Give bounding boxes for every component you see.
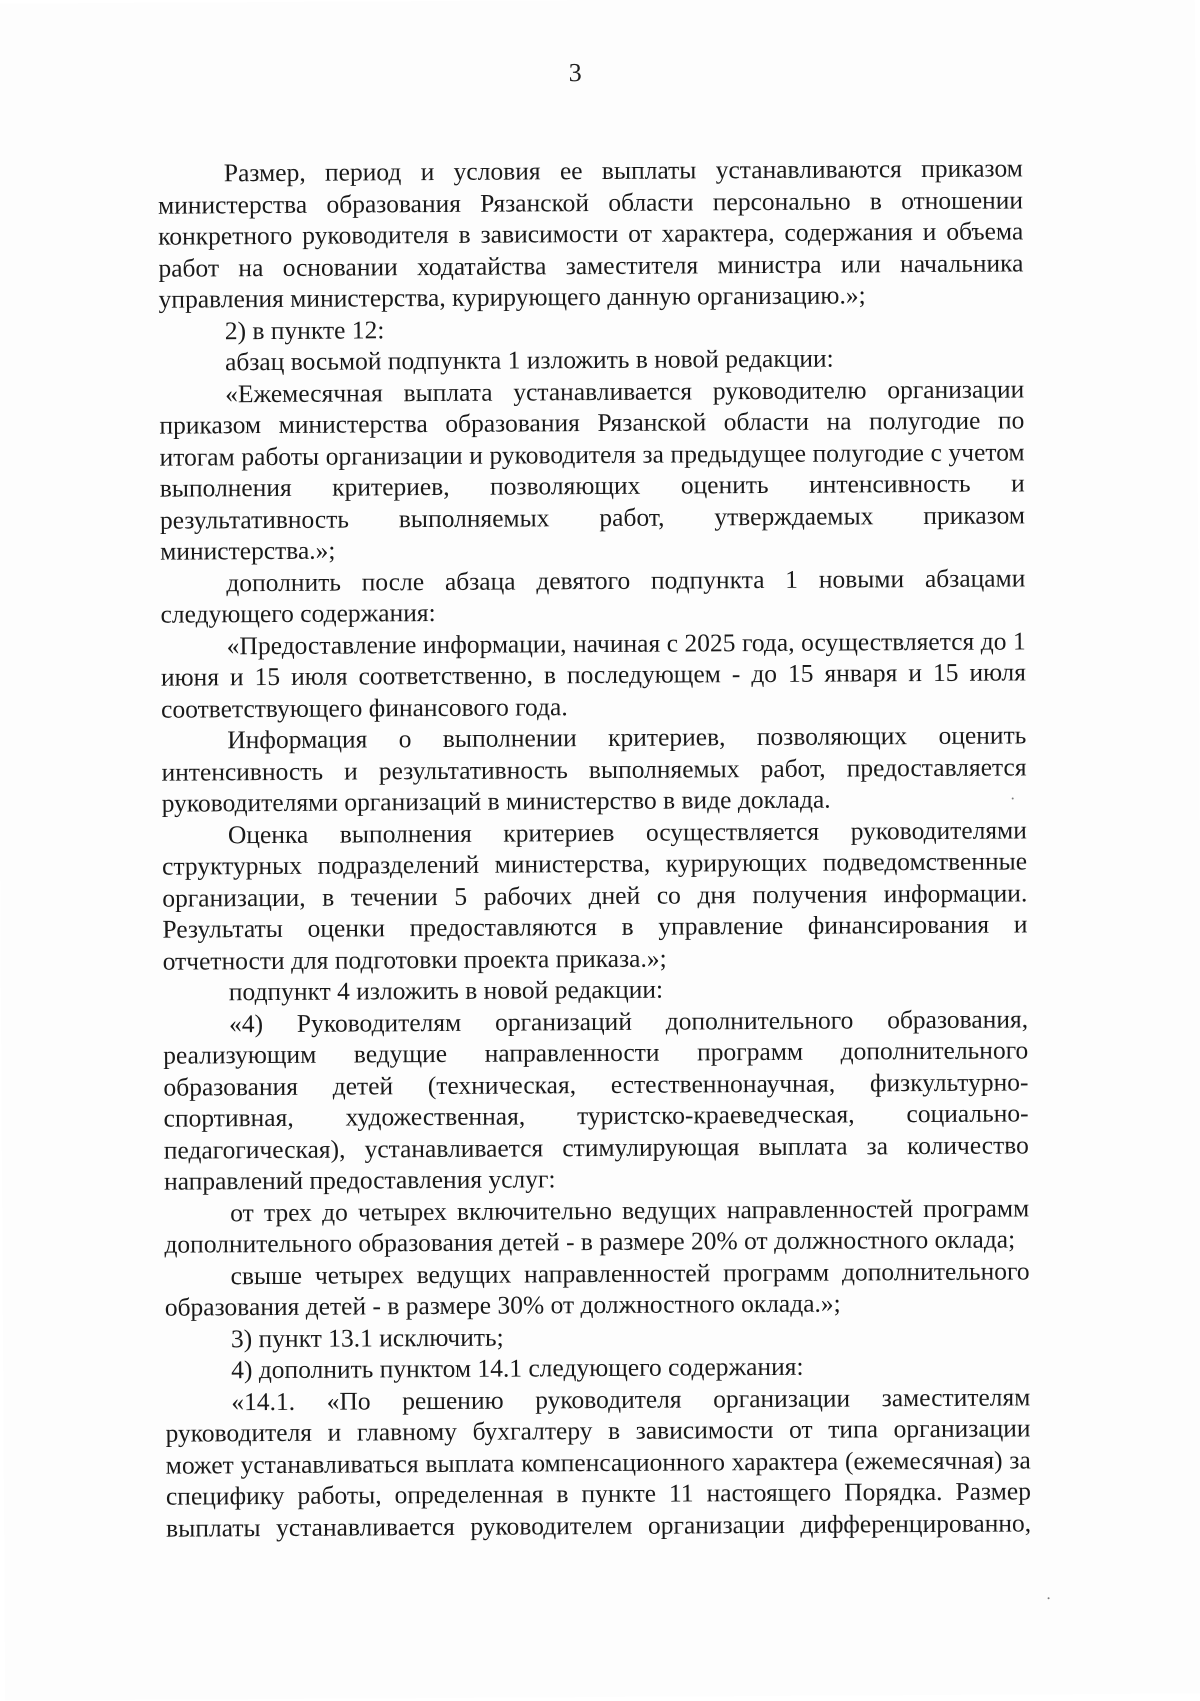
document-body xyxy=(158,152,1031,1543)
paragraph: Размер, период и условия ее выплаты устанавливаются приказом министерства образования Рязанской области персонально в отношении конкретного руководителя в зависимости от характера, содержания и объема работ на основании ходатайства заместителя министра или начальника управления министерства, курирующего данную организацию.»; xyxy=(157,153,1024,314)
paragraph: «14.1. «По решению руководителя организации заместителям руководителя и главному бухгалтеру в зависимости от типа организации может устанавливаться выплата компенсационного характера (ежемесячная) за специфику работы, определенная в пункте 11 настоящего Порядка. Размер выплаты устанавливается руководителем организации дифференцированно, xyxy=(165,1381,1032,1543)
paragraph: Информация о выполнении критериев, позволяющих оценить интенсивность и результативность выполняемых работ, предоставляется руководителями организаций в министерство в виде доклада. xyxy=(161,720,1027,818)
paragraph: «4) Руководителям организаций дополнительного образования, реализующим ведущие направленности программ дополнительного образования детей (техническая, естественнонаучная, физкультурно-спортивная, художественная, туристско-краеведческая, социально-педагогическая), устанавливается стимулирующая выплата за количество направлений предоставления услуг: xyxy=(163,1003,1029,1196)
paragraph: 2) в пункте 12: xyxy=(224,314,385,345)
scan-speck xyxy=(1048,1597,1050,1599)
paragraph: 3) пункт 13.1 исключить; xyxy=(230,1322,504,1353)
paragraph: от трех до четырех включительно ведущих направленностей программ дополнительного образования детей - в размере 20% от должностного оклада; xyxy=(164,1192,1030,1259)
paragraph: «Ежемесячная выплата устанавливается руководителю организации приказом министерства образования Рязанской области на полугодие по итогам работы организации и руководителя за предыдущее полугодие с учетом выполнения критериев, позволяющих оценить интенсивность и результативность выполняемых работ, утверждаемых приказом министерства.»; xyxy=(159,373,1026,566)
scan-speck xyxy=(1012,797,1014,799)
paragraph: подпункт 4 изложить в новой редакции: xyxy=(228,974,664,1007)
paragraph: Оценка выполнения критериев осуществляется руководителями структурных подразделений министерства, курирующих подведомственные организации, в течении 5 рабочих дней со дня получения информации. Результаты оценки предоставляются в управление финансирования и отчетности для подготовки проекта приказа.»; xyxy=(162,814,1028,976)
paragraph: абзац восьмой подпункта 1 изложить в новой редакции: xyxy=(224,343,834,377)
paragraph: 4) дополнить пунктом 14.1 следующего содержания: xyxy=(231,1351,804,1385)
paragraph: свыше четырех ведущих направленностей программ дополнительного образования детей - в размере 30% от должностного оклада.»; xyxy=(164,1255,1030,1322)
paragraph: «Предоставление информации, начиная с 2025 года, осуществляется до 1 июня и 15 июля соответственно, в последующем - до 15 января и 15 июля соответствующего финансового года. xyxy=(160,625,1027,724)
paragraph: дополнить после абзаца девятого подпункта 1 новыми абзацами следующего содержания: xyxy=(160,562,1026,629)
page-number: 3 xyxy=(568,58,582,88)
